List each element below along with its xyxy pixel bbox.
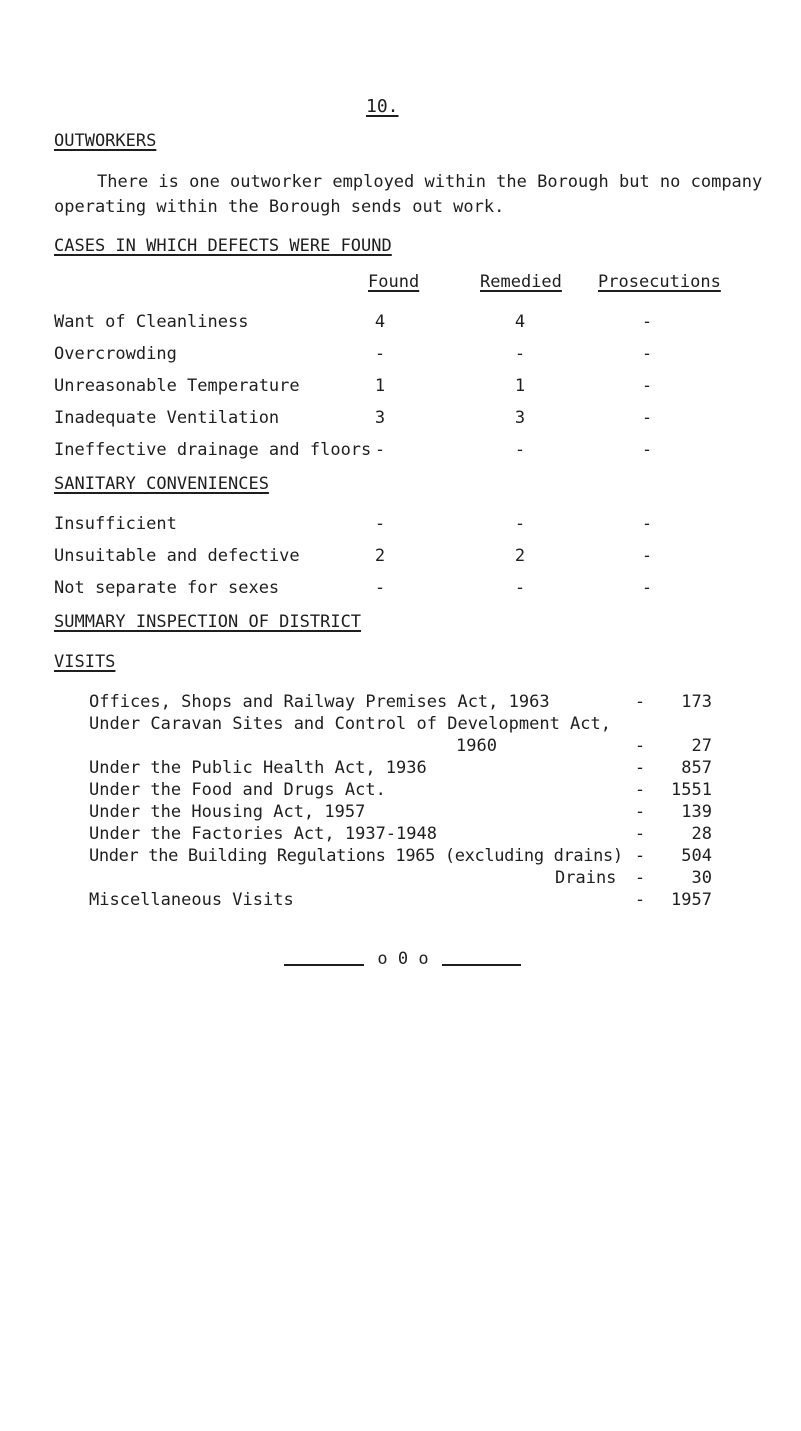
row-remedied: 4 — [514, 312, 526, 332]
column-header-remedied: Remedied — [480, 272, 562, 292]
row-prosecutions: - — [641, 578, 653, 598]
row-label: Ineffective drainage and floors — [54, 440, 372, 460]
visit-label: Offices, Shops and Railway Premises Act, 1963 — [89, 692, 550, 712]
visit-dash: - — [634, 758, 646, 778]
visit-value: 139 — [681, 802, 712, 822]
visit-label: Under the Housing Act, 1957 — [89, 802, 366, 822]
row-remedied: - — [514, 440, 526, 460]
visit-dash: - — [634, 736, 646, 756]
row-prosecutions: - — [641, 312, 653, 332]
footer-ornament — [284, 949, 521, 973]
visit-label: Under the Factories Act, 1937-1948 — [89, 824, 437, 844]
outworkers-line-2: operating within the Borough sends out work. — [54, 197, 505, 217]
visit-label: Miscellaneous Visits — [89, 890, 294, 910]
visit-label: 1960 — [456, 736, 497, 756]
visit-dash: - — [634, 846, 646, 866]
row-remedied: - — [514, 344, 526, 364]
summary-heading: SUMMARY INSPECTION OF DISTRICT — [54, 612, 362, 632]
row-remedied: 3 — [514, 408, 526, 428]
visit-dash: - — [634, 692, 646, 712]
outworkers-line-1: There is one outworker employed within the Borough but no company — [97, 172, 763, 192]
row-label: Unsuitable and defective — [54, 546, 300, 566]
row-found: - — [374, 514, 386, 534]
column-header-prosecutions: Prosecutions — [598, 272, 721, 292]
row-prosecutions: - — [641, 344, 653, 364]
row-remedied: - — [514, 514, 526, 534]
visit-value: 1957 — [671, 890, 712, 910]
footer-rule-left — [284, 964, 364, 966]
visit-value: 504 — [681, 846, 712, 866]
row-label: Insufficient — [54, 514, 177, 534]
visit-value: 857 — [681, 758, 712, 778]
row-prosecutions: - — [641, 546, 653, 566]
row-prosecutions: - — [641, 440, 653, 460]
row-remedied: 2 — [514, 546, 526, 566]
visit-dash: - — [634, 868, 646, 888]
footer-rule-right — [442, 964, 521, 966]
column-header-found: Found — [368, 272, 420, 292]
row-found: - — [374, 578, 386, 598]
row-prosecutions: - — [641, 514, 653, 534]
row-found: 4 — [374, 312, 386, 332]
visit-label: Under Caravan Sites and Control of Development Act, — [89, 714, 611, 734]
visit-dash: - — [634, 890, 646, 910]
outworkers-heading: OUTWORKERS — [54, 131, 157, 151]
row-found: - — [374, 440, 386, 460]
visit-value: 1551 — [671, 780, 712, 800]
visit-value: 28 — [691, 824, 712, 844]
visit-value: 27 — [691, 736, 712, 756]
footer-mark: o 0 o — [377, 949, 429, 969]
row-label: Inadequate Ventilation — [54, 408, 280, 428]
cases-heading: CASES IN WHICH DEFECTS WERE FOUND — [54, 236, 392, 256]
visit-dash: - — [634, 824, 646, 844]
sanitary-heading: SANITARY CONVENIENCES — [54, 474, 269, 494]
row-found: 2 — [374, 546, 386, 566]
row-remedied: - — [514, 578, 526, 598]
row-label: Want of Cleanliness — [54, 312, 249, 332]
visit-dash: - — [634, 780, 646, 800]
visit-value: 30 — [691, 868, 712, 888]
visit-label: Under the Food and Drugs Act. — [89, 780, 386, 800]
row-label: Unreasonable Temperature — [54, 376, 300, 396]
row-label: Overcrowding — [54, 344, 177, 364]
page-number: 10. — [366, 96, 399, 117]
row-prosecutions: - — [641, 408, 653, 428]
row-found: - — [374, 344, 386, 364]
row-prosecutions: - — [641, 376, 653, 396]
visit-value: 173 — [681, 692, 712, 712]
row-remedied: 1 — [514, 376, 526, 396]
row-found: 1 — [374, 376, 386, 396]
row-label: Not separate for sexes — [54, 578, 280, 598]
row-found: 3 — [374, 408, 386, 428]
visit-label: Under the Public Health Act, 1936 — [89, 758, 427, 778]
visit-label: Under the Building Regulations 1965 (excluding drains) — [89, 846, 623, 866]
visit-dash: - — [634, 802, 646, 822]
visit-label: Drains — [555, 868, 617, 888]
visits-heading: VISITS — [54, 652, 116, 672]
